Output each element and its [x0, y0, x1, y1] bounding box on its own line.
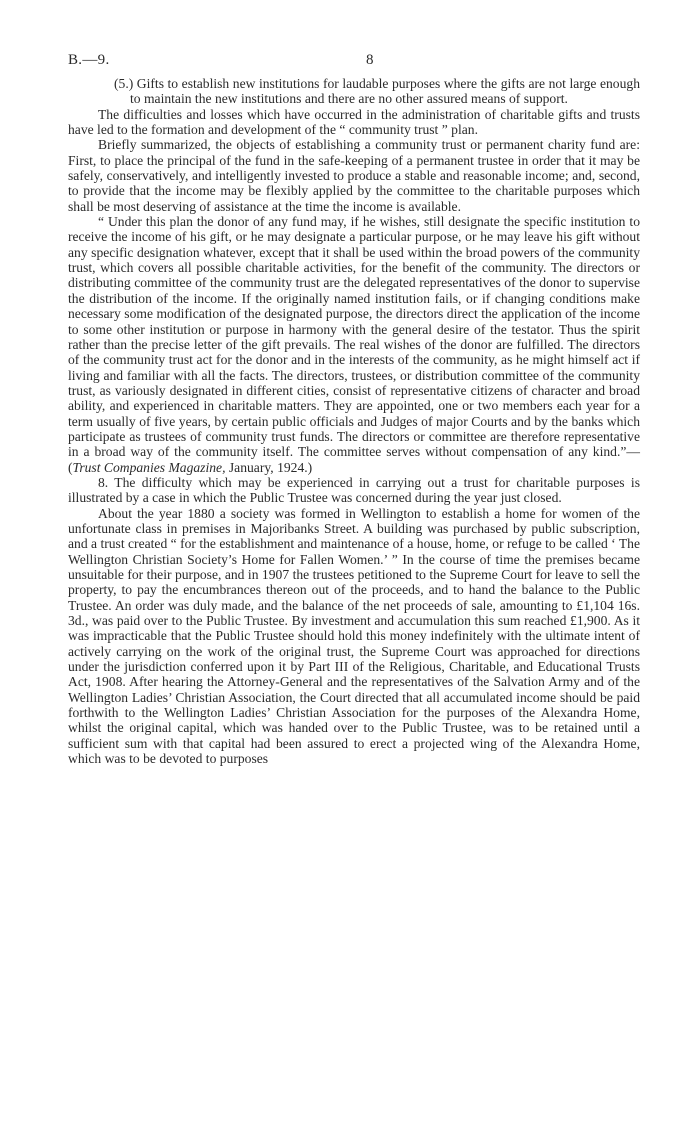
page-header: [68, 52, 640, 74]
body-text: [68, 76, 640, 766]
document-reference: B.—9.: [68, 52, 110, 68]
paragraph-objects-summary: Briefly summarized, the objects of establishing a community trust or permanent charity fund are: First, to place the principal of the fund in the safe-keeping of a permanent trustee in order that it may be safely, conservatively, and intelligently invested to produce a stable and reasonable income; and, second, to provide that the income may be flexibly applied by the committee to the charitable purposes which shall be most deserving of assistance at the time the income is available.: [68, 137, 640, 214]
quotation-source: Trust Companies Magazine,: [72, 459, 226, 475]
page-number: 8: [366, 52, 374, 68]
paragraph-8: 8. The difficulty which may be experienced in carrying out a trust for charitable purposes is illustrated by a case in which the Public Trustee was concerned during the year just closed.: [68, 474, 640, 506]
paragraph-difficulties: The difficulties and losses which have occurred in the administration of charitable gifts and trusts have led to the formation and development of the “ community trust ” plan.: [68, 106, 640, 138]
list-item-5: (5.) Gifts to establish new institutions for laudable purposes where the gifts are not large enough to maintain the new institutions and there are no other assured means of support.: [114, 76, 640, 107]
quotation-text: “ Under this plan the donor of any fund may, if he wishes, still designate the specific institution to receive the income of his gift, or he may designate a particular purpose, or he may leave his gift without any specific designation whatever, except that it shall be used within the broad powers of the community trust, which covers all possible charitable activities, for the benefit of the community. The directors or distributing committee of the community trust are the delegated representatives of the donor to supervise the distribution of the income. If the originally named institution fails, or if changing conditions make necessary some modification of the designated purpose, the directors direct the application of the income to some other institution or purpose in harmony with the general desire of the testator. Thus the spirit rather than the precise letter of the gift prevails. The real wishes of the donor are fulfilled. The directors of the community trust act for the donor and in the interests of the community, as he might himself act if living and familiar with all the facts. The directors, trustees, or distribution committee of the community trust, as variously designated in different cities, consist of representative citizens of character and broad ability, and experienced in charitable matters. They are appointed, one or two members each year for a term usually of five years, by certain public officials and Judges of major Courts and by the banks which participate as trustees of community trust funds. The directors or committee are therefore representative in a broad way of the community itself. The committee serves without compensation of any kind.”—(: [68, 214, 640, 475]
quotation-date: January, 1924.): [225, 459, 313, 475]
paragraph-wellington-case: About the year 1880 a society was formed in Wellington to establish a home for women of the unfortunate class in premises in Majoribanks Street. A building was purchased by public subscription, and a trust created “ for the establishment and maintenance of a house, home, or refuge to be called ‘ The Wellington Christian Society’s Home for Fallen Women.’ ” In the course of time the premises became unsuitable for their purpose, and in 1907 the trustees petitioned to the Supreme Court for leave to sell the property, to pay the encumbrances thereon out of the proceeds, and to hand the balance to the Public Trustee. An order was duly made, and the balance of the net proceeds of sale, amounting to £1,104 16s. 3d., was paid over to the Public Trustee. By investment and accumulation this sum reached £1,900. As it was impracticable that the Public Trustee should hold this money indefinitely with the ultimate intent of actively carrying on the work of the original trust, the Supreme Court was approached for directions under the jurisdiction conferred upon it by Part III of the Religious, Charitable, and Educational Trusts Act, 1908. After hearing the Attorney-General and the representatives of the Salvation Army and of the Wellington Ladies’ Christian Association, the Court directed that all accumulated income should be paid forthwith to the Wellington Ladies’ Christian Association for the purposes of the Alexandra Home, whilst the original capital, which was handed over to the Public Trustee, was to be retained until a sufficient sum with that capital had been assured to erect a projected wing of the Alexandra Home, which was to be devoted to purposes: [68, 505, 640, 767]
paragraph-quotation: [68, 214, 640, 475]
